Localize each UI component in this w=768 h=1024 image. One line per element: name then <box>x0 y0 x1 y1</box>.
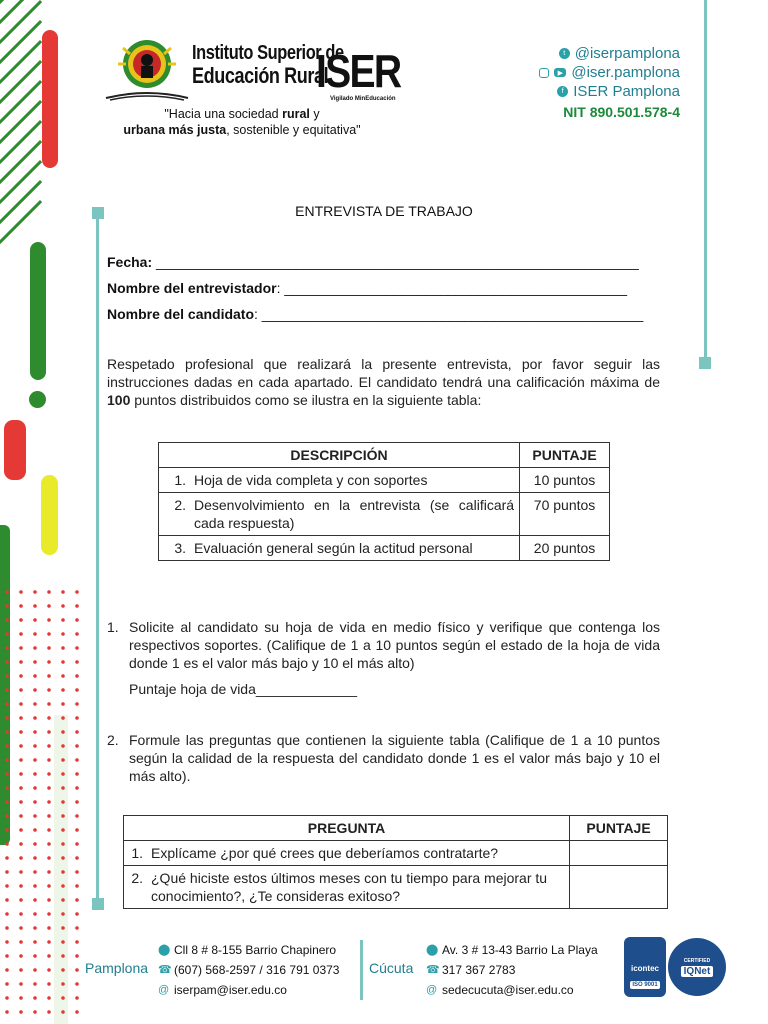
interviewer-label: Nombre del entrevistador <box>107 280 277 296</box>
institute-slogan <box>112 106 372 138</box>
step-1 <box>107 618 660 698</box>
cucuta-phone[interactable]: 317 367 2783 <box>442 963 516 977</box>
red-pill-decoration <box>4 420 26 480</box>
table-row <box>159 493 610 536</box>
footer-separator <box>360 940 363 1000</box>
date-blank: ______________________________________________________________ <box>152 254 639 270</box>
location-pin-icon: ⬤ <box>426 944 439 956</box>
iqnet-certification-seal <box>668 938 726 996</box>
red-dots-pattern-decoration <box>0 585 80 1024</box>
candidate-label: Nombre del candidato <box>107 306 255 322</box>
green-bar-decoration <box>30 242 46 380</box>
row-description: Evaluación general según la actitud personal <box>194 540 473 556</box>
social-links <box>539 44 680 122</box>
icontec-standard: ISO 9001 <box>632 981 658 988</box>
pamplona-email[interactable]: iserpam@iser.edu.co <box>174 983 287 997</box>
phone-icon: ☎ <box>426 964 440 976</box>
question-text: ¿Qué hiciste estos últimos meses con tu tiempo para mejorar tu conocimiento?, ¿Te consideras exitoso? <box>151 870 548 904</box>
question-score-cell[interactable] <box>570 841 668 866</box>
row-score: 10 puntos <box>520 468 610 493</box>
candidate-field[interactable] <box>107 306 643 322</box>
row-description: Desenvolvimiento en la entrevista (se calificará cada respuesta) <box>194 497 515 531</box>
social-instagram[interactable] <box>539 63 680 82</box>
step-2-text: Formule las preguntas que contienen la siguiente tabla (Califique de 1 a 10 puntos según la calidad de la respuesta del candidato donde 1 es el valor más bajo y 10 el más alto). <box>129 732 660 784</box>
step-1-text: Solicite al candidato su hoja de vida en medio físico y verifique que contenga los respectivos soportes. (Califique de 1 a 10 puntos según el estado de la hoja de vida donde 1 es el valor más bajo y 10 el más alto) <box>129 619 660 671</box>
iqnet-name: IQNet <box>681 966 714 977</box>
social-twitter[interactable] <box>539 44 680 63</box>
table-header-row <box>124 816 668 841</box>
table-header-row <box>159 443 610 468</box>
icontec-name: icontec <box>630 963 659 973</box>
teal-square-right <box>699 357 711 369</box>
youtube-icon: ▶ <box>554 68 566 77</box>
teal-left-frame-line <box>96 212 99 902</box>
institute-emblem-icon <box>104 38 190 104</box>
header-score: PUNTAJE <box>570 816 668 841</box>
nit-number: NIT 890.501.578-4 <box>563 104 680 120</box>
score-distribution-table <box>158 442 610 561</box>
cucuta-contact <box>426 940 598 1000</box>
question-score-cell[interactable] <box>570 866 668 909</box>
table-row <box>159 536 610 561</box>
iqnet-ring-text: CERTIFIED <box>683 957 711 964</box>
email-icon: @ <box>158 984 170 996</box>
document-title: ENTREVISTA DE TRABAJO <box>295 203 473 219</box>
pamplona-phone[interactable]: (607) 568-2597 / 316 791 0373 <box>174 963 340 977</box>
instagram-icon <box>539 68 549 78</box>
table-row <box>124 841 668 866</box>
cucuta-email[interactable]: sedecucuta@iser.edu.co <box>442 983 574 997</box>
green-dot-decoration <box>29 391 46 408</box>
cucuta-address: Av. 3 # 13-43 Barrio La Playa <box>442 943 598 957</box>
slogan-line1: "Hacia una sociedad rural y <box>164 107 320 121</box>
date-field[interactable] <box>107 254 639 270</box>
social-facebook-text: ISER Pamplona <box>573 83 680 100</box>
header-score: PUNTAJE <box>520 443 610 468</box>
questions-table <box>123 815 668 909</box>
row-score: 70 puntos <box>520 493 610 536</box>
institute-name-line2: Educación Rural <box>192 63 329 88</box>
candidate-blank: : _________________________________________________ <box>254 306 644 322</box>
interviewer-field[interactable] <box>107 280 627 296</box>
social-twitter-text: @iserpamplona <box>574 45 680 62</box>
intro-max-points: 100 <box>107 392 131 408</box>
twitter-icon: t <box>559 48 570 59</box>
row-description: Hoja de vida completa y con soportes <box>194 472 428 488</box>
date-label: Fecha: <box>107 254 153 270</box>
row-number: 3. <box>174 540 186 556</box>
yellow-bar-decoration <box>41 475 58 555</box>
table-row <box>159 468 610 493</box>
facebook-icon: f <box>557 86 568 97</box>
teal-square-bottom-left <box>92 898 104 910</box>
phone-icon: ☎ <box>158 964 172 976</box>
institute-acronym: ISER <box>316 45 401 97</box>
question-number: 1. <box>131 845 143 861</box>
intro-text-end: puntos distribuidos como se ilustra en la siguiente tabla: <box>130 392 482 408</box>
red-bar-decoration <box>42 30 58 168</box>
header-description: DESCRIPCIÓN <box>159 443 520 468</box>
header-question: PREGUNTA <box>124 816 570 841</box>
teal-right-frame-line <box>704 0 707 360</box>
institute-name-line1: Instituto Superior de <box>192 42 344 64</box>
cv-score-line[interactable]: Puntaje hoja de vida_____________ <box>129 681 358 697</box>
location-pin-icon: ⬤ <box>158 944 171 956</box>
row-number: 1. <box>174 472 186 488</box>
table-row <box>124 866 668 909</box>
row-score: 20 puntos <box>520 536 610 561</box>
step-2-number: 2. <box>107 732 119 748</box>
step-1-number: 1. <box>107 619 119 635</box>
step-2 <box>107 731 660 785</box>
social-facebook[interactable] <box>539 82 680 101</box>
vigilado-label: Vigilado MinEducación <box>330 96 396 102</box>
social-instagram-text: @iser.pamplona <box>571 64 680 81</box>
row-number: 2. <box>174 497 186 513</box>
interviewer-blank: : ____________________________________________ <box>276 280 627 296</box>
city-pamplona: Pamplona <box>85 960 149 976</box>
icontec-certification-seal <box>624 937 666 997</box>
question-number: 2. <box>131 870 143 886</box>
city-cucuta: Cúcuta <box>369 960 414 976</box>
slogan-line2: urbana más justa, sostenible y equitativa" <box>123 123 361 137</box>
question-text: Explícame ¿por qué crees que deberíamos contratarte? <box>151 845 499 861</box>
email-icon: @ <box>426 984 438 996</box>
intro-paragraph <box>107 355 660 409</box>
pamplona-address: Cll 8 # 8-155 Barrio Chapinero <box>174 943 337 957</box>
pamplona-contact <box>158 940 339 1000</box>
intro-text-start: Respetado profesional que realizará la presente entrevista, por favor seguir las instrucciones dadas en cada apartado. El candidato tendrá una calificación máxima de <box>107 356 660 390</box>
